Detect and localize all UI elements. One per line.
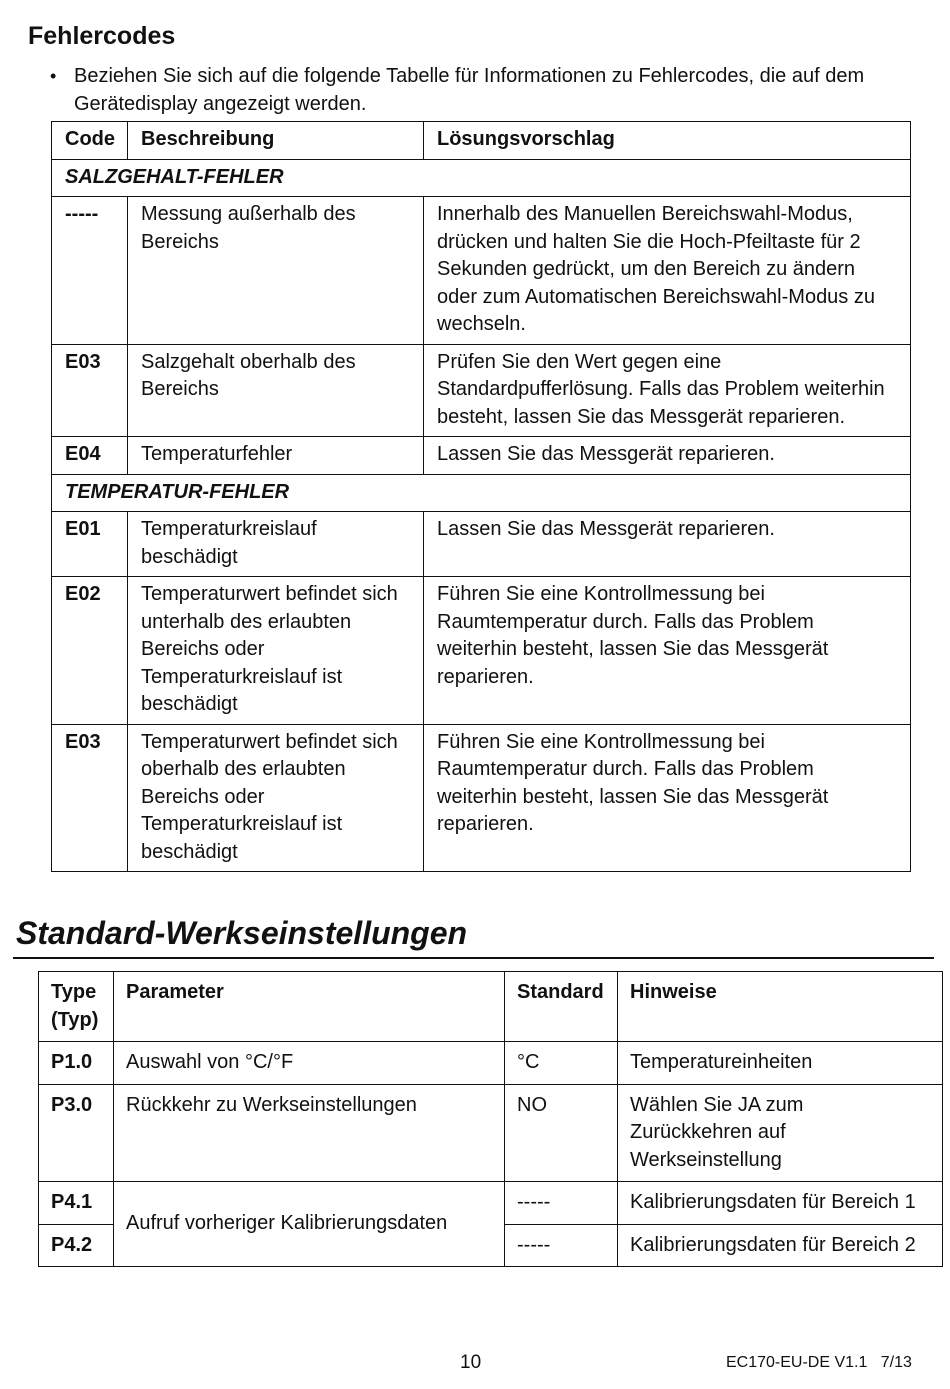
factory-settings-table	[38, 971, 943, 1267]
error-description: Temperaturfehler	[128, 437, 424, 475]
setting-parameter: Auswahl von °C/°F	[114, 1042, 505, 1085]
setting-parameter: Rückkehr zu Werkseinstellungen	[114, 1084, 505, 1182]
intro-bullet	[50, 62, 910, 118]
error-code: E03	[52, 724, 128, 872]
error-solution: Führen Sie eine Kontrollmessung bei Raumtemperatur durch. Falls das Problem weiterhin besteht, lassen Sie das Messgerät reparieren.	[424, 724, 911, 872]
setting-type: P4.2	[39, 1224, 114, 1267]
setting-parameter-kalibrierung: Aufruf vorheriger Kalibrierungsdaten	[114, 1182, 505, 1267]
table-row	[39, 1182, 943, 1225]
setting-standard: NO	[505, 1084, 618, 1182]
setting-type: P4.1	[39, 1182, 114, 1225]
header-loesung: Lösungsvorschlag	[424, 122, 911, 160]
error-solution: Innerhalb des Manuellen Bereichswahl-Modus, drücken und halten Sie die Hoch-Pfeiltaste für 2 Sekunden gedrückt, um den Bereich zu ändern oder zum Automatischen Bereichswahl-Modus zu wechseln.	[424, 197, 911, 345]
setting-hinweis: Kalibrierungsdaten für Bereich 2	[618, 1224, 943, 1267]
setting-type: P1.0	[39, 1042, 114, 1085]
setting-hinweis: Kalibrierungsdaten für Bereich 1	[618, 1182, 943, 1225]
error-description: Messung außerhalb des Bereichs	[128, 197, 424, 345]
table-row	[52, 512, 911, 577]
table-row	[52, 344, 911, 437]
header-code: Code	[52, 122, 128, 160]
error-codes-table	[51, 121, 911, 872]
error-solution: Führen Sie eine Kontrollmessung bei Raumtemperatur durch. Falls das Problem weiterhin besteht, lassen Sie das Messgerät reparieren.	[424, 577, 911, 725]
error-code: -----	[52, 197, 128, 345]
salzgehalt-section-label: SALZGEHALT-FEHLER	[52, 159, 911, 197]
error-description: Salzgehalt oberhalb des Bereichs	[128, 344, 424, 437]
document-version: EC170-EU-DE V1.1 7/13	[726, 1354, 912, 1371]
setting-standard: °C	[505, 1042, 618, 1085]
error-description: Temperaturkreislauf beschädigt	[128, 512, 424, 577]
page-number: 10	[460, 1352, 482, 1373]
temperatur-section-label: TEMPERATUR-FEHLER	[52, 474, 911, 512]
error-solution: Lassen Sie das Messgerät reparieren.	[424, 512, 911, 577]
error-solution: Lassen Sie das Messgerät reparieren.	[424, 437, 911, 475]
factory-settings-heading: Standard-Werkseinstellungen	[16, 915, 468, 951]
setting-type: P3.0	[39, 1084, 114, 1182]
setting-standard: -----	[505, 1224, 618, 1267]
section-row	[52, 159, 911, 197]
header-type: Type (Typ)	[39, 972, 114, 1042]
setting-standard: -----	[505, 1182, 618, 1225]
header-hinweise: Hinweise	[618, 972, 943, 1042]
header-beschreibung: Beschreibung	[128, 122, 424, 160]
setting-hinweis: Temperatureinheiten	[618, 1042, 943, 1085]
section-row	[52, 474, 911, 512]
table-row	[52, 437, 911, 475]
table-row	[39, 1084, 943, 1182]
setting-hinweis: Wählen Sie JA zum Zurückkehren auf Werkseinstellung	[618, 1084, 943, 1182]
header-parameter: Parameter	[114, 972, 505, 1042]
error-code: E04	[52, 437, 128, 475]
header-standard: Standard	[505, 972, 618, 1042]
error-solution: Prüfen Sie den Wert gegen eine Standardpufferlösung. Falls das Problem weiterhin besteht, lassen Sie das Messgerät reparieren.	[424, 344, 911, 437]
table-row	[52, 577, 911, 725]
heading-divider	[13, 957, 934, 959]
table-row	[52, 724, 911, 872]
intro-text: Beziehen Sie sich auf die folgende Tabelle für Informationen zu Fehlercodes, die auf dem Gerätedisplay angezeigt werden.	[74, 65, 865, 115]
table-header-row	[52, 122, 911, 160]
table-row	[52, 197, 911, 345]
table-row	[39, 1042, 943, 1085]
error-description: Temperaturwert befindet sich oberhalb des erlaubten Bereichs oder Temperaturkreislauf ist beschädigt	[128, 724, 424, 872]
error-code: E03	[52, 344, 128, 437]
table-header-row	[39, 972, 943, 1042]
bullet-icon: •	[50, 66, 57, 86]
error-code: E02	[52, 577, 128, 725]
error-codes-heading: Fehlercodes	[28, 22, 176, 50]
error-description: Temperaturwert befindet sich unterhalb des erlaubten Bereichs oder Temperaturkreislauf ist beschädigt	[128, 577, 424, 725]
error-code: E01	[52, 512, 128, 577]
